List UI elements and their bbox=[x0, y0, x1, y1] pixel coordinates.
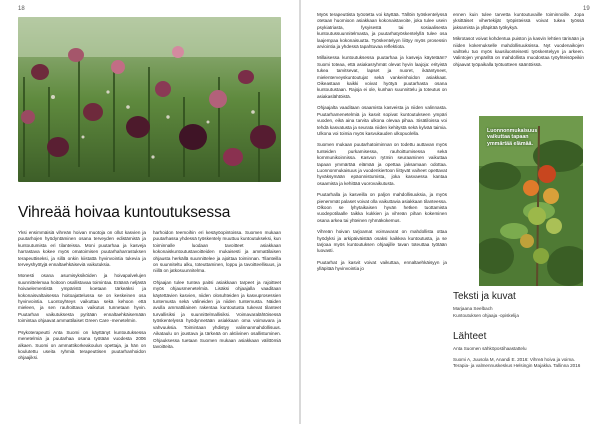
paragraph: harhoidon teemoihin eri kesäyöopintoissa. Suomen mukaan puutarhassa yhdessä työskentely muuttuu kuntoutukseksi, kun toiminnalle luodaan tavoitteet asiakkaan kokonaiskuntoutustavoitteiden mukaisesti ja ammattilaisen ohjausta herkällä suunnittelee ja ajoittaa toiminnan. Tilanteilla on suunniteltu alku, toteuttaminen, loppu ja tavoitteellisuus, ja niillä on jatkosuunnitelma. bbox=[153, 230, 281, 274]
left-column-1 bbox=[18, 230, 146, 367]
paragraph: Ohjaajalta vaaditaan osaamista kasveista ja niiden valinnasta. Puutarhamenetelmiä ja kasvit sopivat kuntoutukseen ympäri vuoden, eikä aina tarvita ulkona olevaa pihaa. Sisätiloissa voi tehdä kasvatusta ja seurata niiden kehitystä sekä kylvää taimia. Ulkona voi toimia myös kasvukauden ulkopuolella. bbox=[317, 105, 447, 136]
tulip-garden-photo bbox=[18, 17, 281, 182]
right-page bbox=[301, 0, 600, 424]
author-name: Marjaana Seelbach bbox=[453, 306, 493, 311]
texts-images-title: Teksti ja kuvat bbox=[453, 291, 516, 302]
right-column-1 bbox=[317, 12, 447, 278]
paragraph: Puutarhat ja kasvit voivat vaikuttaa, ennaltaehkäisyyn ja ylläpitää hyvinvointia jo bbox=[317, 259, 447, 272]
paragraph: Psykoterapeutti Anta Suomi on käyttänyt kuntoutuksessa menetelmiä ja puutarhaa osana työtään vuodesta 2006 alkaen. Suomi on ammattikorkeakoulun opettaja, ja hän on koulutettu useita ryhmiä terapeuttisen puutarhanhoidon ohjaajiksi. bbox=[18, 329, 146, 361]
pull-quote: Luonnonmukaisuus vaikuttaa tapaan ymmärtää elämää. bbox=[487, 128, 538, 147]
source-item: Suomi A, Juusola M, Anandi E. 2016: Vihreä hoiva ja voima. Terapia- ja valmennuskeskus Helsingin Majakka. Tallinna 2016 bbox=[453, 357, 581, 369]
article-headline: Vihreää hoivaa kuntoutuksessa bbox=[18, 204, 231, 221]
page-number-right: 19 bbox=[583, 6, 590, 12]
paragraph: Suomen mukaan puutarhatoiminnan on todettu auttavan myös tunteiden purkamisessa, rauhoittumisessa sekä kommunikoinnissa. Kasvun rytmin seuraaminen vaikuttaa tapaan ymmärtää elämää ja opettaa jaksamaan odottaa. Luonnonmukaisuus ja vuodenkiertoon liittyvät vaiheet opettavat hyväksymään epäonnistumista, joka kasvaessa kantaa osaamista ja kehittää vuorovaikutusta. bbox=[317, 142, 447, 186]
paragraph: Monesti osana asumisyksiköiden ja hoivapalvelujen suunnittelemaa hoitoon osallistavaa toimintaa. Eräänä neljästä hoivaelementistä ympäristö koetaan tärkeäksi ja kokonaisvaltaisessa hoitoajattelussa se on keskeinen osa hyvinvointia. Luontoyhteys vaikuttaa sekä kehoon että mieleen, ja sen rauhoittava vaikutus tunnetaan hyvin. Puutarhan vaikutuksesta pyritään ennaltaehkäisemään toimintaa ohjaavat ammattilaiset Green Care -menetelmin. bbox=[18, 273, 146, 324]
paragraph: ennen kuin tulee tarvetta kuntoutuvaille toiminnoille. Jopa yksittäiset vihertekijät työpisteissä voivat tukea työssä jaksamista ja ylläpitää työkykyä. bbox=[453, 12, 584, 30]
source-item: Anta Suomen sähköpostihaastattelu bbox=[453, 346, 527, 351]
paragraph: Puutarhalla ja kasveilla on paljon mahdollisuuksia, ja myös pienemmät palaset voivat olla vaikuttavia asiakkaan tilanteessa. Olkoon se lyhytaikaisen hyvän hetken tuottamista vuodepotilaalle taikka kukkien ja vihreän pihan kokeminen osana arkea tai yhteinen ryhmäkokemus. bbox=[317, 192, 447, 223]
left-column-2 bbox=[153, 230, 281, 355]
paragraph: Myös terapeuttista työotetta voi käyttää. Tällöin työskentelyssä otetaan huomioon asiakkaan kokonaistavoite, joka tulee usein psykiatriasta, fysyisestä tai sosiaalisesta kuntoutussuunnitelmasta, ja puutarhatyöskentelyllä tulee osa laajempaa kokonaisuutta. Työskentelyyn liittyy myös prosessin arviointia ja yhdessä tapahtuvaa reflektiota. bbox=[317, 12, 447, 50]
paragraph: Millaisessa kuntoutuksessa puutarhaa ja kasveja käytetään? Suomi toteaa, että asiakasryhmät olevat hyvin laajoja: erityistä tukea tarvitsevat, lapset ja nuoret, ikääntyneet, mielenterveyskuntoutujat sekä vankeinhoidon asiakkaat. Oikeastaan kaikki voivat hyötyä puutarhasta osana kuntoutustaan. Rajoja ei ole, kunhan suunnittelu ja toteutus on asiakaslähtöistä. bbox=[317, 55, 447, 99]
paragraph: Mikrotasot voivat kohdentua puiston ja kasvin lehtien tärinään ja niiden kokemukselle mahdollisuuksissa. Nyt vuodenaikojen vaihtelu tuo myös kausiluonteisesti työskentelyyn ja arkeen. Valintojen ympäriltä on mahdollista muodostaa työyhteisöpeikin ohjaavat työpaikalla työtuotteen sääntöissä. bbox=[453, 36, 584, 67]
left-page bbox=[0, 0, 299, 424]
page-number-left: 18 bbox=[18, 6, 25, 12]
paragraph: Ohjaajan tulee tuntea paitsi asiakkaan tarpeet ja rajoitteet myös ohjausmenetelmiä. Lisäksi ohjaajalla vaaditaan käytettävien kasvien, niiden olosuhteiden ja kasvuprosessien tuntemusta sekä välineiden ja niiden tuntemusta. Näiden avulla ammattilainen rakentaa kuntoutusta tukevat tilanteet turvallisiksi ja suunnittelmallisiksi. Voimavaralähtöisessä työskentelyssä hyödynnetään asiakkaan oma voimavara ja vahvuuksia. Toimintaan yhdistyy valinnanmahdollisuus. Aikataulu on joustava ja tärkeää on aktiivinen osallistuminen. Ohjauksessa tuetaan Suomen mukaan asiakkaan välittömiä tavoitteita. bbox=[153, 279, 281, 349]
paragraph: Vihreän hoivan tarjoamat voimavarat on mahdollista ottaa hyödyksi ja arkipäiväistää osaksi kaikkea kuntoutusta, ja se tarjoaa myös kuntoutuksen ohjaajille tavan toteuttaa työtään luovasti. bbox=[317, 229, 447, 254]
paragraph: Yksi ensimmäisiä vihreän hoivan muotoja on ollut kasvien ja puutarhojen hyödyntäminen osana terveyden edistämistä ja kuntoutumista eri tilanteissa. Moni puutarhaa ja kasveja harrastava kokee myös omatoimisen puutarhaharrastuksen terapeuttiseksi, ja sillä onkin kiistattä hyvinvointia tukevia ja terveyshyötyjä ennaltaehkäiseviä vaikutuksia. bbox=[18, 230, 146, 268]
sources-title: Lähteet bbox=[453, 331, 487, 342]
author-role: Kuntoutuksen ohjaaja -opiskelija bbox=[453, 313, 519, 318]
right-column-2 bbox=[453, 12, 584, 73]
